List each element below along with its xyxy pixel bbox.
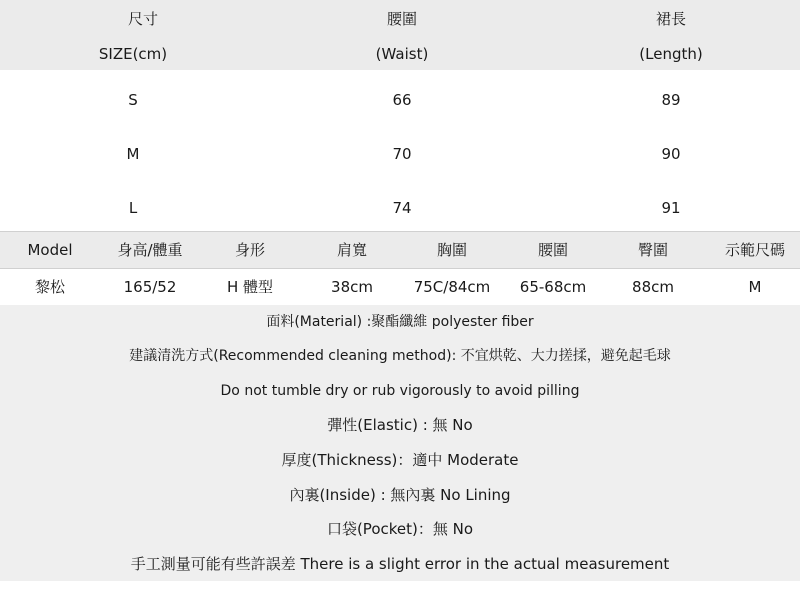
thickness-line: 厚度(Thickness)：適中 Moderate	[281, 451, 519, 469]
model-header-model: Model	[27, 241, 73, 259]
size-header-en-0: SIZE(cm)	[98, 45, 168, 63]
material-line: 面料(Material) :聚酯纖維 polyester fiber	[266, 314, 534, 330]
elastic-line: 彈性(Elastic) : 無 No	[327, 416, 473, 434]
model-hip: 88cm	[632, 278, 674, 296]
size-row-s-length: 89	[661, 91, 681, 109]
size-row-l-size: L	[128, 199, 138, 217]
pocket-line: 口袋(Pocket)：無 No	[326, 520, 474, 538]
model-header-shoulder: 肩寬	[336, 241, 368, 259]
model-table-row	[0, 269, 800, 305]
size-header-en-1: (Waist)	[375, 45, 429, 63]
size-row-l-waist: 74	[392, 199, 412, 217]
model-header-waist: 腰圍	[537, 241, 569, 259]
size-header-en-2: (Length)	[639, 45, 703, 63]
size-row-s-size: S	[128, 91, 138, 109]
model-header-chest: 胸圍	[436, 241, 468, 259]
model-name: 黎松	[34, 278, 66, 296]
model-body-shape: H 體型	[226, 278, 274, 296]
size-header-zh-0: 尺寸	[127, 10, 159, 28]
model-header-height-weight: 身高/體重	[117, 241, 183, 259]
error-note-line: 手工測量可能有些許誤差 There is a slight error in the actual measurement	[130, 555, 670, 573]
model-size: M	[748, 278, 762, 296]
cleaning-line: 建議清洗方式(Recommended cleaning method): 不宜烘乾、大力搓揉，避免起毛球	[129, 348, 671, 364]
model-header-size: 示範尺碼	[724, 241, 786, 259]
size-row-l-length: 91	[661, 199, 681, 217]
model-waist: 65-68cm	[519, 278, 587, 296]
model-header-hip: 臀圍	[637, 241, 669, 259]
model-shoulder: 38cm	[331, 278, 373, 296]
cleaning-en-line: Do not tumble dry or rub vigorously to avoid pilling	[220, 383, 580, 399]
size-row-m-length: 90	[661, 145, 681, 163]
size-row-s-waist: 66	[392, 91, 412, 109]
inside-line: 內裏(Inside) : 無內裏 No Lining	[289, 486, 511, 504]
model-header-body-shape: 身形	[234, 241, 266, 259]
size-row-m-waist: 70	[392, 145, 412, 163]
model-chest: 75C/84cm	[413, 278, 491, 296]
size-row-m-size: M	[126, 145, 140, 163]
size-header-zh-2: 裙長	[655, 10, 687, 28]
model-height-weight: 165/52	[123, 278, 177, 296]
size-header-zh-1: 腰圍	[386, 10, 418, 28]
